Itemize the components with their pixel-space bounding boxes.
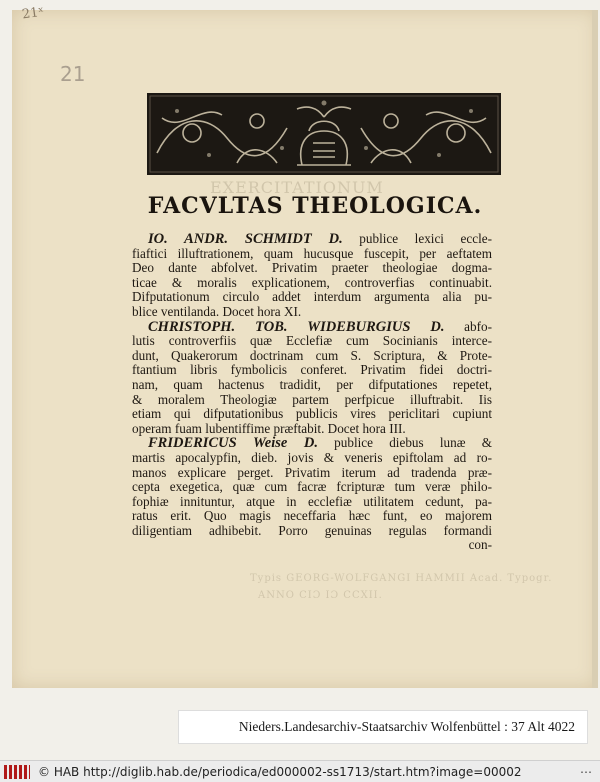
text-fragment: abfo- xyxy=(444,318,492,334)
text-line: operam fuam lubentiffime præftabit. Docet hora III. xyxy=(132,420,406,436)
entry-wideburgius xyxy=(132,320,492,437)
entry-weise xyxy=(132,436,492,538)
text-line xyxy=(132,232,492,247)
text-line: etiam qui difputationibus publicis vires periclitari cupiunt xyxy=(132,406,492,422)
copyright-text: © HAB xyxy=(38,764,80,779)
text-fragment: publice lexici eccle- xyxy=(342,231,492,246)
archive-label: Nieders.Landesarchiv-Staatsarchiv Wolfenbüttel : 37 Alt 4022 xyxy=(178,710,588,744)
status-url[interactable] xyxy=(38,765,522,779)
text-fragment: publice diebus lunæ & xyxy=(317,435,492,451)
url-text[interactable]: http://diglib.hab.de/periodica/ed000002-ss1713/start.htm?image=00002 xyxy=(83,764,522,779)
text-line: cepta exegetica, quæ cum facræ fcripturæ tum veræ philo- xyxy=(132,479,492,495)
text-line: manos explicare perget. Privatim iterum ad tradenda præ- xyxy=(132,464,492,480)
text-line: fiaftici illuftrationem, quam hucusque fuscepit, per aeftatem xyxy=(132,245,492,261)
page-edge xyxy=(592,10,598,688)
text-line: & moralem Theologiæ partem perfpicue illuftrabit. Iis xyxy=(132,391,492,407)
bleed-through-text: EXERCITATIONUM xyxy=(210,178,384,197)
text-line xyxy=(132,436,492,451)
bleed-through-year: ANNO CIƆ IƆ CCXII. xyxy=(258,590,383,601)
text-line: Difputationum circulo addet interdum argumenta alia pu- xyxy=(132,289,492,305)
text-line: diligentiam adhibebit. Porro genuinas regulas formandi xyxy=(132,522,492,538)
bleed-through-imprint: Typis GEORG-WOLFGANGI HAMMII Acad. Typogr. xyxy=(250,573,553,584)
text-line: blice ventilanda. Docet hora XI. xyxy=(132,303,302,319)
corner-annotation: 21ˣ xyxy=(21,4,45,23)
text-line: Deo dante abfolvet. Privatim praeter theologiae dogma- xyxy=(132,260,492,276)
catchword: con- xyxy=(468,537,492,553)
text-line: lutis controverfiis quæ Ecclefiæ cum Socinianis interce- xyxy=(132,333,492,349)
entry-schmidt xyxy=(132,232,492,320)
pencil-page-number: 21 xyxy=(60,62,86,86)
hab-logo-icon xyxy=(4,765,30,779)
ornament-headpiece xyxy=(147,93,501,175)
faculty-title: FACVLTAS THEOLOGICA. xyxy=(147,193,483,219)
lecture-announcements xyxy=(132,232,492,553)
text-line xyxy=(132,320,492,335)
text-line: nam, quam hactenus tradidit, per difputationes repetet, xyxy=(132,376,492,392)
text-line: fophiæ innituntur, atque in ecclefiæ utilitatem cedunt, pa- xyxy=(132,493,492,509)
more-options-icon[interactable]: ⋯ xyxy=(580,764,592,779)
text-line: dunt, Quakerorum doctrinam cum S. Scriptura, & Prote- xyxy=(132,347,492,363)
professor-name: CHRISTOPH. TOB. WIDEBURGIUS D. xyxy=(148,318,445,335)
text-line: ftantium libris fymbolicis conferet. Privatim fidei doctri- xyxy=(132,362,492,378)
text-line: martis apocalypfin, dieb. jovis & veneris epiftolam ad ro- xyxy=(132,449,492,465)
viewer-status-bar xyxy=(0,760,600,782)
professor-name: FRIDERICUS Weise D. xyxy=(148,435,318,452)
text-line: ticae & moralis explicationem, controverfias continuabit. xyxy=(132,274,492,290)
text-line: ratus erit. Quo magis neceffaria hæc funt, eo majorem xyxy=(132,508,492,524)
professor-name: IO. ANDR. SCHMIDT D. xyxy=(148,231,343,247)
